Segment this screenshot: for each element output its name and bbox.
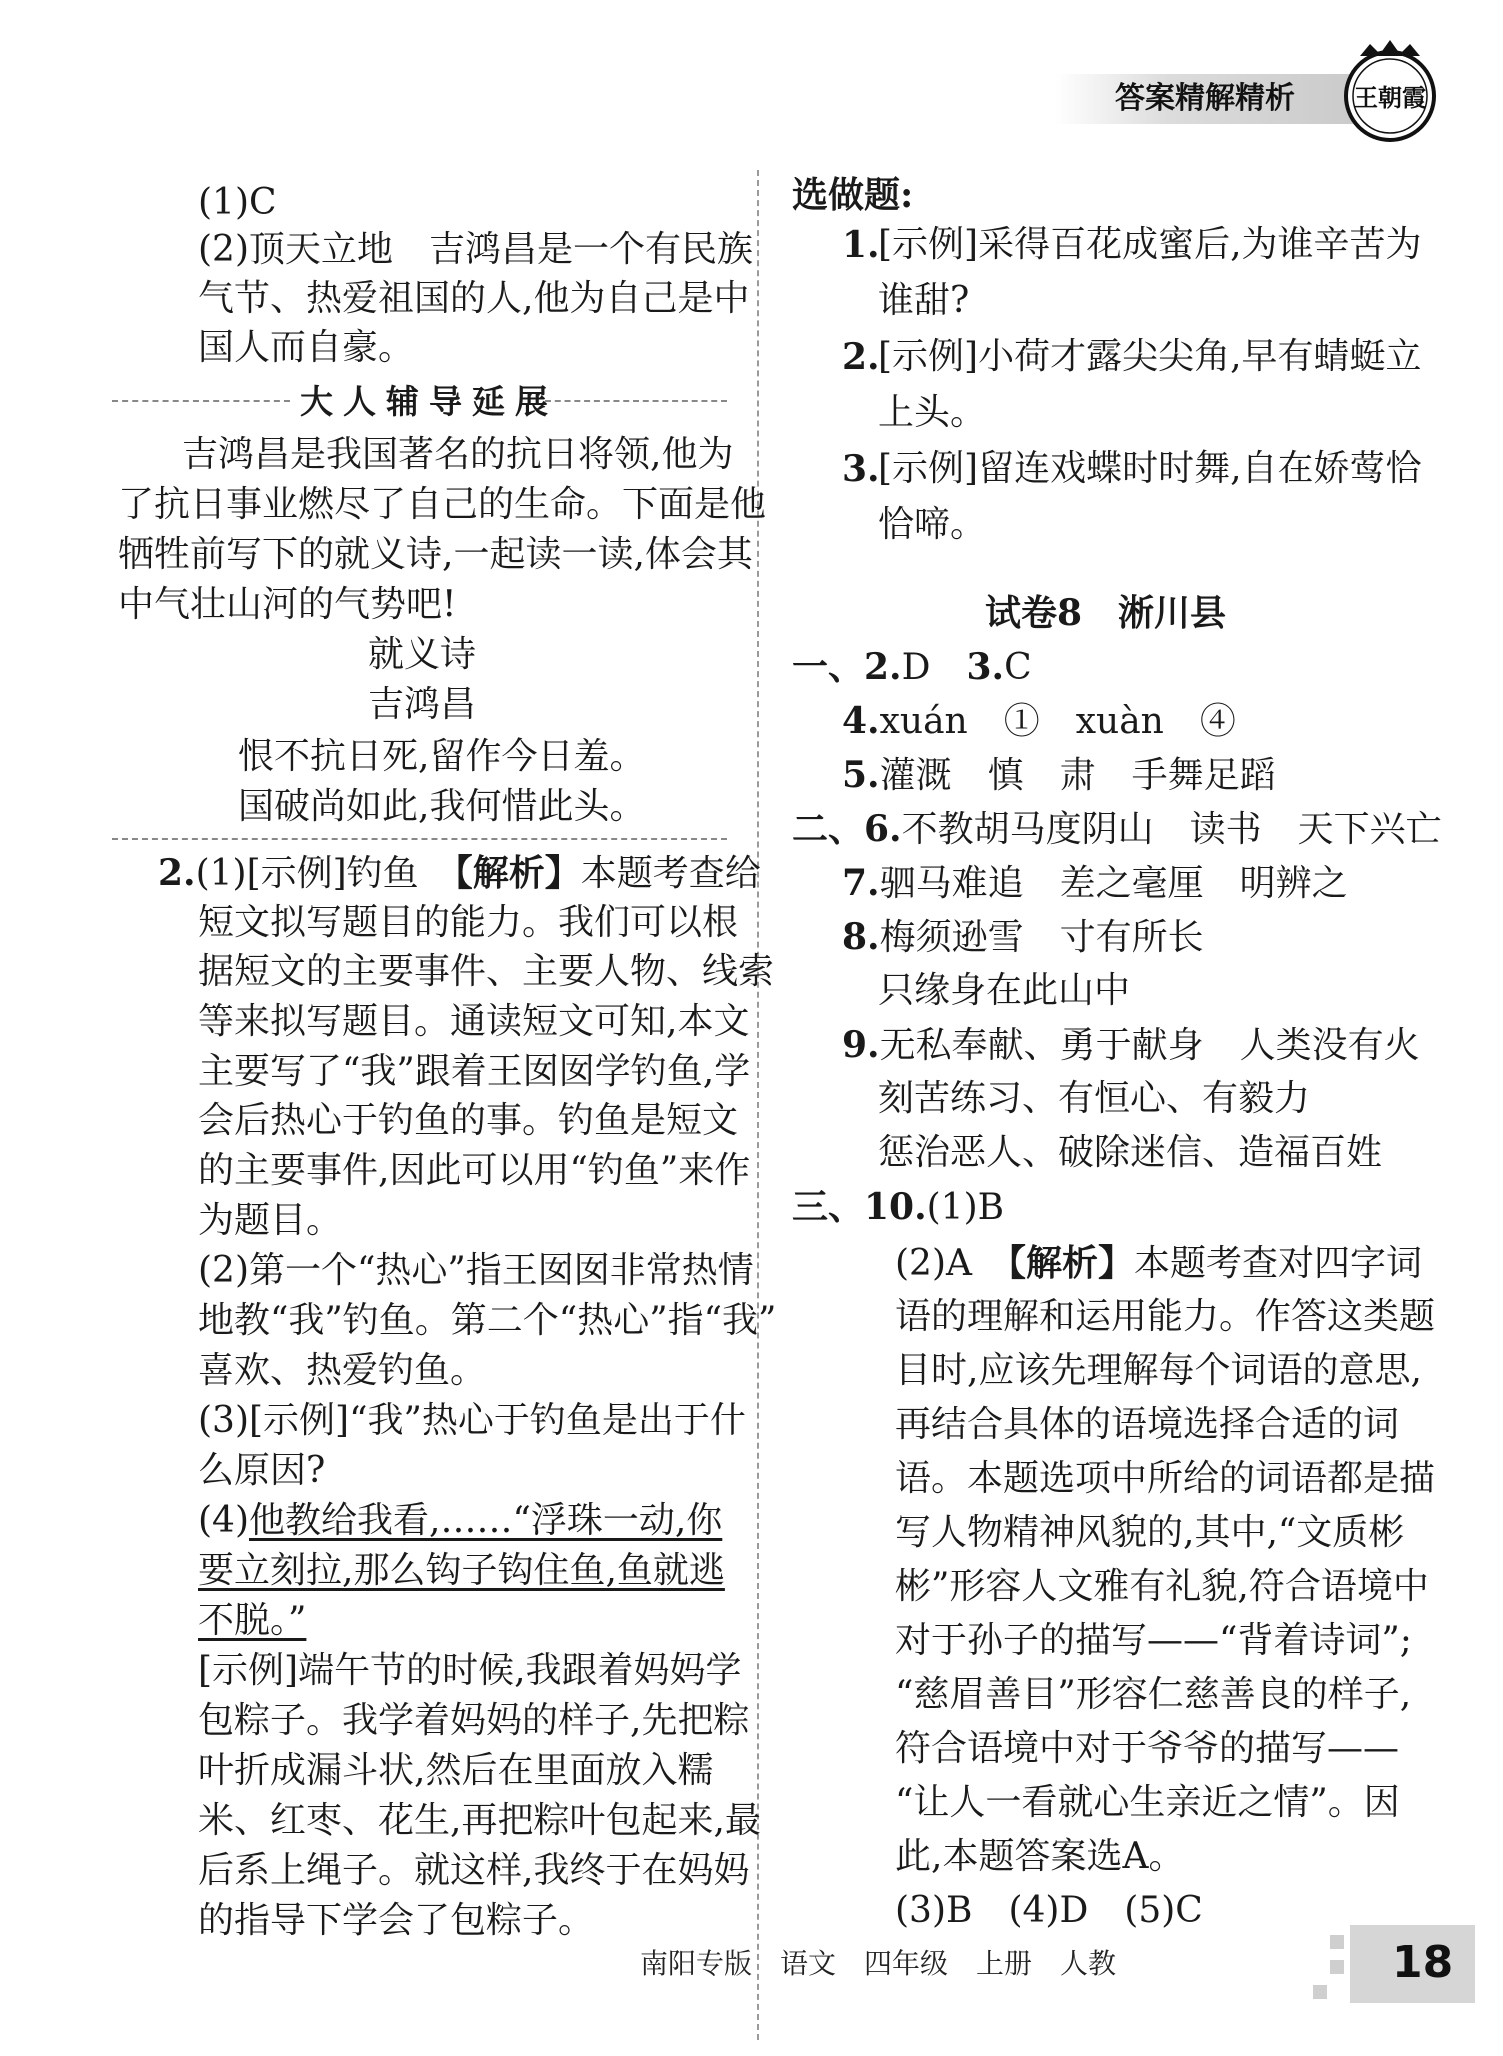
question-number: 3. — [842, 448, 880, 490]
answer-line: “慈眉善目”形容仁慈善良的样子, — [895, 1674, 1412, 1715]
answer-line: [示例]采得百花成蜜后,为谁辛苦为 — [878, 224, 1422, 265]
answer-line: [示例]留连戏蝶时时舞,自在娇莺恰 — [878, 448, 1422, 489]
question-number: 2. — [842, 336, 880, 378]
footer-decor — [1330, 1935, 1344, 1949]
answer-line: (1)C — [198, 182, 277, 223]
answer-line: (3)[示例]“我”热心于钓鱼是出于什 — [198, 1400, 746, 1441]
poem-title: 就义诗 — [368, 634, 477, 675]
section-title-adult-guidance: 大人辅导延展 — [300, 382, 558, 421]
question-number: 2. — [158, 852, 196, 894]
answer-line: 叶折成漏斗状,然后在里面放入糯 — [198, 1750, 714, 1791]
answer-line: 的主要事件,因此可以用“钓鱼”来作 — [198, 1150, 751, 1191]
page-number: 18 — [1392, 1937, 1454, 1988]
paragraph-line: 吉鸿昌是我国著名的抗日将领,他为 — [182, 434, 734, 475]
question-2-line: 2.(1)[示例]钓鱼 【解析】本题考查给 — [158, 852, 761, 894]
answer-line: 谁甜? — [878, 280, 970, 321]
answer-row: 一、2.D 3.C — [792, 646, 1032, 688]
question-number: 5. — [842, 754, 880, 796]
answer-line: 再结合具体的语境选择合适的词 — [895, 1404, 1400, 1445]
answer-line: 为题目。 — [198, 1200, 343, 1241]
answer-line: 么原因? — [198, 1450, 326, 1491]
answer-line: 后系上绳子。就这样,我终于在妈妈 — [198, 1850, 750, 1891]
poem-author: 吉鸿昌 — [368, 684, 477, 725]
answer-line: 恰啼。 — [878, 504, 987, 545]
footer-decor — [1330, 1960, 1344, 1974]
section-divider — [545, 400, 727, 402]
question-number: 9. — [842, 1024, 880, 1066]
answer-line: [示例]端午节的时候,我跟着妈妈学 — [198, 1650, 742, 1691]
answer-line: 的指导下学会了包粽子。 — [198, 1900, 595, 1941]
answer-line: (3)B (4)D (5)C — [895, 1890, 1203, 1931]
answer-line: 语的理解和运用能力。作答这类题 — [895, 1296, 1436, 1337]
answer-line: 彬”形容人文雅有礼貌,符合语境中 — [895, 1566, 1429, 1607]
answer-row: 5.灌溉 慎 肃 手舞足蹈 — [842, 754, 1276, 796]
underlined-quote: 他教给我看,……“浮珠一动,你 — [249, 1500, 723, 1541]
underlined-quote: 要立刻拉,那么钩子钩住鱼,鱼就逃 — [198, 1550, 725, 1591]
section-number: 三、10. — [792, 1186, 927, 1228]
answer-line: 地教“我”钓鱼。第二个“热心”指“我” — [198, 1300, 777, 1341]
answer-line: 刻苦练习、有恒心、有毅力 — [878, 1078, 1311, 1119]
section-divider — [112, 838, 727, 840]
publisher-logo — [1340, 36, 1440, 148]
section-number: 一、2. — [792, 646, 902, 688]
answer-line: 只缘身在此山中 — [878, 970, 1131, 1011]
footer-decor — [1313, 1985, 1327, 1999]
paragraph-line: 中气壮山河的气势吧! — [118, 584, 457, 625]
answer-row: 7.驷马难追 差之毫厘 明辨之 — [842, 862, 1348, 904]
question-number: 4. — [842, 700, 880, 742]
paragraph-line: 牺牲前写下的就义诗,一起读一读,体会其 — [118, 534, 753, 575]
answer-line: 短文拟写题目的能力。我们可以根 — [198, 902, 739, 943]
question-number: 7. — [842, 862, 880, 904]
answer-line: 此,本题答案选A。 — [895, 1836, 1185, 1877]
answer-row: 二、6.不教胡马度阴山 读书 天下兴亡 — [792, 808, 1442, 850]
answer-line: 惩治恶人、破除迷信、造福百姓 — [878, 1132, 1383, 1173]
analysis-label: 【解析】 — [454, 852, 581, 894]
question-number: 8. — [842, 916, 880, 958]
answer-row: 9.无私奉献、勇于献身 人类没有火 — [842, 1024, 1420, 1066]
answer-row: 三、10.(1)B — [792, 1186, 1005, 1228]
answer-line: 米、红枣、花生,再把粽叶包起来,最 — [198, 1800, 761, 1841]
answer-line: 喜欢、热爱钓鱼。 — [198, 1350, 487, 1391]
answer-line: 上头。 — [878, 392, 987, 433]
logo-text: 王朝霞 — [1354, 83, 1426, 112]
answer-line: 会后热心于钓鱼的事。钓鱼是短文 — [198, 1100, 739, 1141]
answer-line: (4)他教给我看,……“浮珠一动,你 — [198, 1500, 723, 1541]
question-number: 1. — [842, 224, 880, 266]
underlined-quote: 不脱。” — [198, 1600, 307, 1641]
exam-title: 试卷8 淅川县 — [985, 592, 1227, 634]
answer-line: 据短文的主要事件、主要人物、线索 — [198, 951, 775, 992]
answer-line: 对于孙子的描写——“背着诗词”; — [895, 1620, 1412, 1661]
answer-line: [示例]小荷才露尖尖角,早有蜻蜓立 — [878, 336, 1422, 377]
poem-line: 恨不抗日死,留作今日羞。 — [238, 736, 646, 777]
header-title: 答案精解精析 — [1115, 81, 1295, 116]
optional-section-title: 选做题: — [792, 174, 914, 216]
column-divider — [757, 170, 759, 2040]
answer-line: 写人物精神风貌的,其中,“文质彬 — [895, 1512, 1405, 1553]
answer-row: 4.xuán ① xuàn ④ — [842, 700, 1236, 742]
answer-line: 国人而自豪。 — [198, 327, 415, 368]
answer-line: 包粽子。我学着妈妈的样子,先把粽 — [198, 1700, 750, 1741]
answer-row: (2)A 【解析】本题考查对四字词 — [895, 1242, 1423, 1284]
section-number: 二、6. — [792, 808, 902, 850]
answer-line: 等来拟写题目。通读短文可知,本文 — [198, 1001, 750, 1042]
answer-row: 8.梅须逊雪 寸有所长 — [842, 916, 1204, 958]
answer-line: 目时,应该先理解每个词语的意思, — [895, 1350, 1422, 1391]
analysis-label: 【解析】 — [1008, 1242, 1135, 1284]
answer-line: 符合语境中对于爷爷的描写—— — [895, 1728, 1400, 1769]
answer-line: 气节、热爱祖国的人,他为自己是中 — [198, 278, 750, 319]
answer-line: “让人一看就心生亲近之情”。因 — [895, 1782, 1400, 1823]
answer-line: 主要写了“我”跟着王囡囡学钓鱼,学 — [198, 1051, 751, 1092]
answer-line: (2)顶天立地 吉鸿昌是一个有民族 — [198, 229, 753, 270]
paragraph-line: 了抗日事业燃尽了自己的生命。下面是他 — [118, 484, 767, 525]
footer-edition: 南阳专版 语文 四年级 上册 人教 — [640, 1947, 1117, 1980]
answer-line: 语。本题选项中所给的词语都是描 — [895, 1458, 1436, 1499]
answer-line: (2)第一个“热心”指王囡囡非常热情 — [198, 1250, 754, 1291]
poem-line: 国破尚如此,我何惜此头。 — [238, 786, 646, 827]
section-divider — [112, 400, 290, 402]
